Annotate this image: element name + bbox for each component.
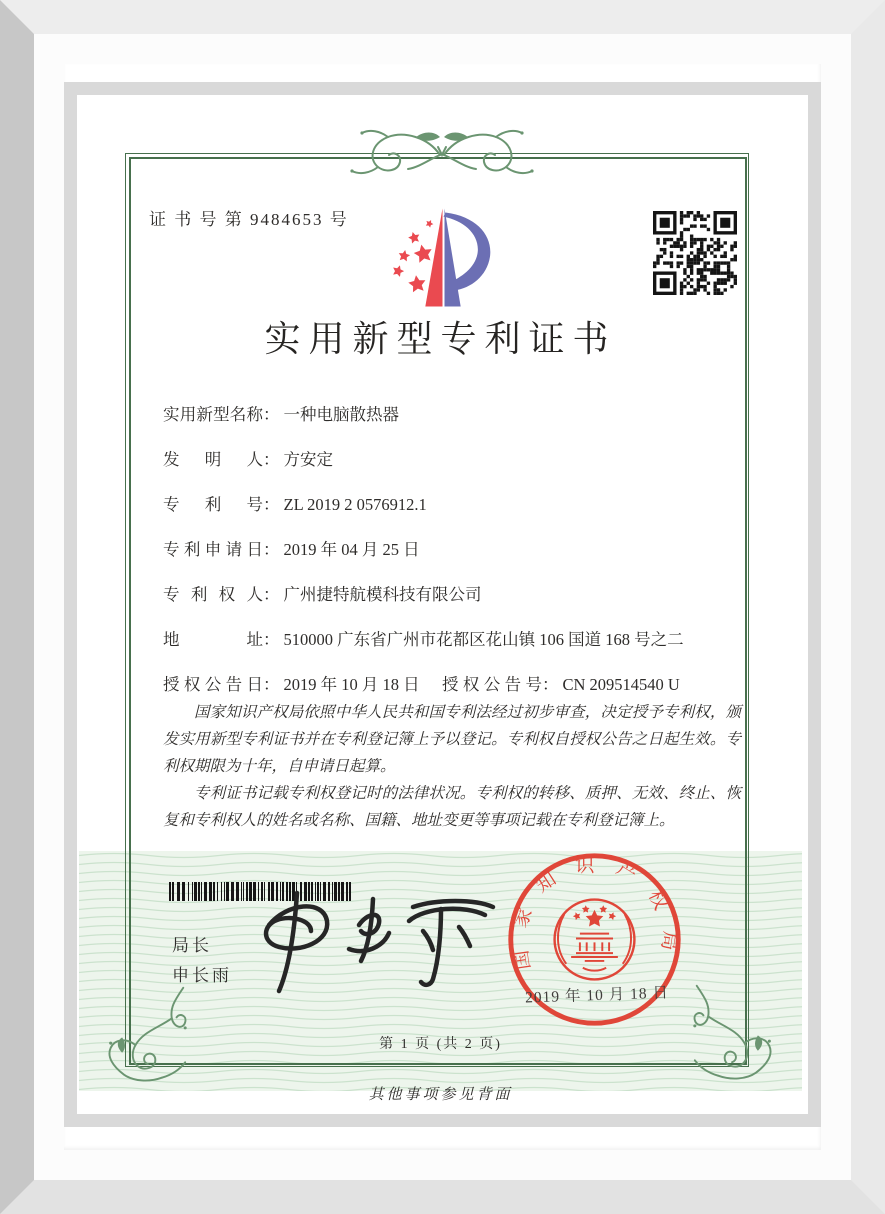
field-row	[163, 581, 482, 605]
signer-title: 局长	[172, 936, 212, 955]
field-label: 专利权人	[163, 585, 263, 604]
colon: ：	[263, 630, 280, 649]
field-row	[163, 536, 420, 560]
legal-paragraph: 专利证书记载专利权登记时的法律状况。专利权的转移、质押、无效、终止、恢复和专利权人的姓名或名称、国籍、地址变更等事项记载在专利登记簿上。	[163, 785, 741, 829]
field-row	[163, 491, 427, 515]
page-indicator: 第 1 页 (共 2 页)	[379, 1037, 502, 1052]
certificate-number: 证 书 号 第 9484653 号	[149, 210, 349, 229]
colon: ：	[263, 495, 280, 514]
grant-row	[163, 671, 680, 695]
handwritten-signature	[227, 887, 527, 997]
colon: ：	[263, 405, 280, 424]
legal-text	[163, 699, 741, 834]
colon: ：	[263, 450, 280, 469]
field-value: ZL 2019 2 0576912.1	[283, 495, 427, 514]
field-row	[163, 401, 399, 425]
cnipa-logo	[391, 203, 497, 315]
seal-ring-text: 国家知识产权局	[508, 855, 681, 972]
seal-date: 2019 年 10 月 18 日	[524, 984, 670, 1007]
colon: ：	[263, 585, 280, 604]
signer-name: 申长雨	[172, 966, 232, 985]
colon: ：	[263, 540, 280, 559]
top-scroll-ornament	[332, 127, 552, 179]
legal-paragraph: 国家知识产权局依照中华人民共和国专利法经过初步审查，决定授予专利权，颁发实用新型专利证书并在专利登记簿上予以登记。专利权自授权公告之日起生效。专利权期限为十年，自申请日起算。	[163, 704, 741, 775]
colon: ：	[263, 675, 280, 694]
field-row	[163, 446, 333, 470]
grant-date-value: 2019 年 10 月 18 日	[283, 675, 420, 694]
field-value: 广州捷特航模科技有限公司	[283, 585, 482, 604]
field-label: 地址	[163, 630, 263, 649]
certificate-title: 实用新型专利证书	[264, 319, 617, 359]
back-note: 其他事项参见背面	[368, 1087, 513, 1103]
field-value: 方安定	[283, 450, 333, 469]
field-value: 一种电脑散热器	[283, 405, 399, 424]
field-row	[163, 626, 684, 650]
field-label: 专利申请日	[163, 540, 263, 559]
field-value: 510000 广东省广州市花都区花山镇 106 国道 168 号之二	[283, 630, 684, 649]
field-label: 实用新型名称	[163, 405, 263, 424]
signer-block	[172, 931, 232, 991]
qr-code	[653, 211, 737, 295]
grant-number-label: 授权公告号	[442, 675, 542, 694]
certificate-page	[77, 95, 804, 1114]
field-label: 发明人	[163, 450, 263, 469]
grant-number-pair	[442, 671, 680, 695]
field-value: 2019 年 04 月 25 日	[283, 540, 420, 559]
grant-number-value: CN 209514540 U	[562, 675, 680, 694]
grant-date-label: 授权公告日	[163, 675, 263, 694]
national-emblem	[555, 900, 635, 980]
colon: ：	[542, 675, 559, 694]
field-label: 专利号	[163, 495, 263, 514]
